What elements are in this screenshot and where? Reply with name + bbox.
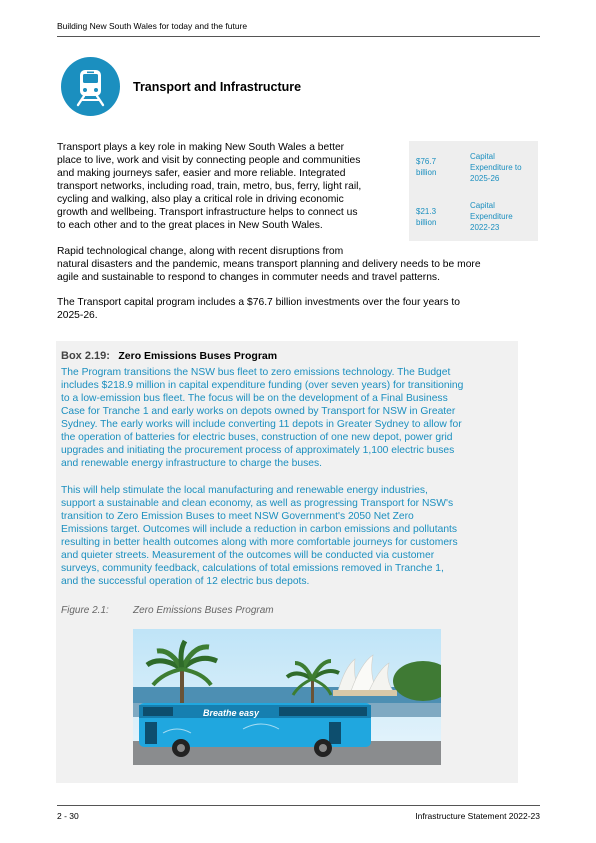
text-line: includes $218.9 million in capital expenditure funding (over seven years) for transitioning (61, 380, 464, 391)
text-line: cycling and walking, also play a critical role in driving economic (57, 194, 344, 205)
paragraph-capital-program (57, 296, 460, 322)
figure-photo-bus (133, 629, 441, 765)
text-line: to a low-emission bus fleet. The focus will be on the development of a Final Business (61, 393, 448, 404)
box-heading (61, 346, 277, 364)
box-paragraph-2 (61, 484, 458, 588)
text-line: upgrades and initiating the procurement process of approximately 1,100 electric buses (61, 445, 455, 456)
paragraph-technology (57, 245, 481, 284)
text-line: transport networks, including road, train, metro, bus, ferry, light rail, (57, 181, 362, 192)
stat-description: Capital Expenditure to 2025-26 (470, 152, 522, 183)
text-line: Emissions target. Outcomes will include a reduction in carbon emissions and pollutants (61, 524, 458, 535)
train-icon (61, 57, 120, 116)
text-line: and renewable energy infrastructure to charge the buses. (61, 458, 323, 469)
figure-label: Figure 2.1: (61, 605, 109, 616)
text-line: to each other and to the great places in New South Wales. (57, 220, 323, 231)
text-line: 2025-26. (57, 310, 98, 321)
text-line: and making journeys safer, easier and more reliable. Integrated (57, 168, 346, 179)
text-line: support a sustainable and clean economy, as well as progressing Transport for NSW's (61, 498, 454, 509)
text-line: the operation of batteries for electric buses, construction of one new depot, power grid (61, 432, 453, 443)
header-rule (57, 36, 540, 37)
text-line: This will help stimulate the local manufacturing and renewable energy industries, (61, 485, 428, 496)
intro-paragraph (57, 141, 361, 232)
text-line: Sydney. The early works will include converting 11 depots in Greater Sydney to allow for (61, 419, 462, 430)
section-title: Transport and Infrastructure (133, 80, 302, 94)
figure-title: Zero Emissions Buses Program (133, 605, 274, 616)
page-number: 2 - 30 (57, 811, 79, 821)
text-line: and quieter streets. Measurement of the outcomes will be conducted via customer (61, 550, 435, 561)
text-line: growth and wellbeing. Transport infrastructure helps to connect us (57, 207, 358, 218)
text-line: Transport plays a key role in making New South Wales a better (57, 142, 345, 153)
text-line: resulting in better health outcomes along with more comfortable journeys for customers (61, 537, 458, 548)
text-line: and the successful operation of 12 electric bus depots. (61, 576, 310, 587)
text-line: The Program transitions the NSW bus fleet to zero emissions technology. The Budget (61, 367, 451, 378)
text-line: agile and sustainable to respond to changes in commuter needs and travel patterns. (57, 272, 440, 283)
bus-slogan: Breathe easy (203, 708, 260, 718)
stat-description: Capital Expenditure 2022-23 (470, 201, 513, 232)
text-line: The Transport capital program includes a $76.7 billion investments over the four years to (57, 297, 460, 308)
box-label: Box 2.19: (61, 350, 110, 362)
footer-rule (57, 805, 540, 806)
text-line: natural disasters and the pandemic, means transport planning and delivery needs to be more (57, 259, 481, 270)
text-line: Case for Tranche 1 and early works on depots owned by Transport for NSW in Greater (61, 406, 456, 417)
running-header: Building New South Wales for today and the future (57, 21, 248, 31)
stat-amount: $76.7 billion (416, 157, 437, 177)
stats-sidebox (409, 141, 538, 241)
text-line: transition to Zero Emission Buses to meet NSW Government's 2050 Net Zero (61, 511, 414, 522)
text-line: Rapid technological change, along with recent disruptions from (57, 246, 344, 257)
box-title: Zero Emissions Buses Program (118, 350, 278, 362)
stat-amount: $21.3 billion (416, 207, 437, 227)
box-paragraph-1 (61, 366, 463, 470)
text-line: surveys, community feedback, calculations of total emissions removed in Tranche 1, (61, 563, 444, 574)
text-line: place to live, work and visit by connecting people and communities (57, 155, 361, 166)
footer-title: Infrastructure Statement 2022-23 (415, 811, 540, 821)
